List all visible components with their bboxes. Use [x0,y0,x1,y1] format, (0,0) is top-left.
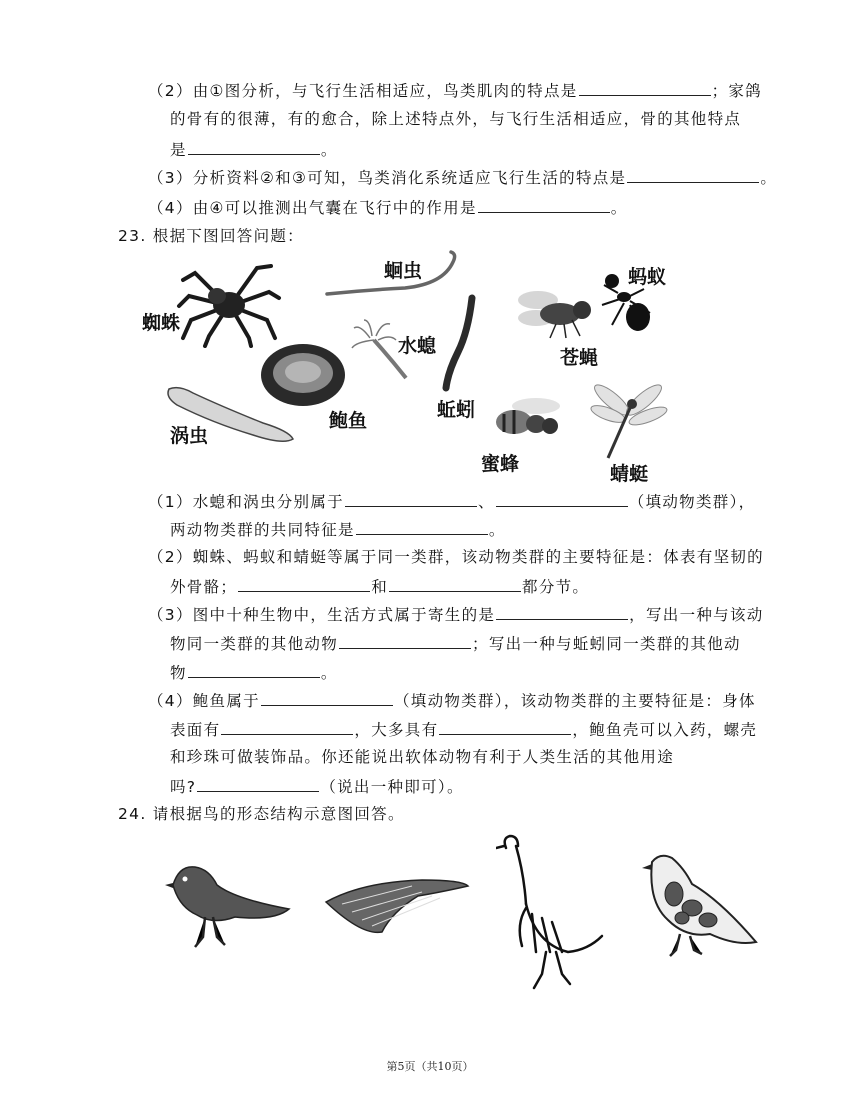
q23-part2-line1: （2）蜘蛛、蚂蚁和蜻蜓等属于同一类群，该动物类群的主要特征是：体表有坚韧的 [148,548,764,566]
q23-part1-line2: 两动物类群的共同特征是 。 [170,518,506,541]
q22-part2-line2: 的骨有的很薄，有的愈合，除上述特点外，与飞行生活相适应，骨的其他特点 [170,110,742,128]
q23-part4-line4: 吗? （说出一种即可）。 [170,775,464,798]
label-spider: 蜘蛛 [142,312,181,334]
label-earthworm: 蚯蚓 [437,399,476,421]
answer-blank[interactable] [221,718,353,735]
spider-illustration [175,258,285,348]
label-hydra: 水螅 [398,335,437,357]
q22-part2-line1: （2）由①图分析，与飞行生活相适应，鸟类肌肉的特点是 ；家鸽 [148,79,762,102]
answer-blank[interactable] [356,518,488,535]
q23-part3-line3: 物 。 [170,661,338,684]
q22-part4: （4）由④可以推测出气囊在飞行中的作用是 。 [148,196,628,219]
label-abalone: 鲍鱼 [329,410,368,432]
q23-part4-line2: 表面有 ，大多具有 ，鲍鱼壳可以入药，螺壳 [170,718,757,741]
answer-blank[interactable] [579,79,711,96]
answer-blank[interactable] [627,166,759,183]
label-planarian: 涡虫 [170,425,209,447]
fly-illustration [516,286,596,341]
q23-part4-line1: （4）鲍鱼属于 （填动物类群），该动物类群的主要特征是：身体 [148,689,756,712]
bird-exterior-illustration [165,855,295,950]
label-ant: 蚂蚁 [628,266,667,288]
q23-part4-line3: 和珍珠可做装饰品。你还能说出软体动物有利于人类生活的其他用途 [170,748,675,766]
answer-blank[interactable] [478,196,610,213]
label-dragonfly: 蜻蜓 [610,463,649,485]
answer-blank[interactable] [197,775,319,792]
bird-air-sac-illustration [640,850,760,960]
answer-blank[interactable] [261,689,393,706]
dragonfly-illustration [586,378,671,463]
answer-blank[interactable] [188,661,320,678]
page-footer: 第5页（共10页） [386,1060,474,1073]
earthworm-illustration [438,292,478,392]
answer-blank[interactable] [188,138,320,155]
answer-blank[interactable] [238,575,370,592]
q22-part3: （3）分析资料②和③可知，鸟类消化系统适应飞行生活的特点是 。 [148,166,777,189]
answer-blank[interactable] [439,718,571,735]
answer-blank[interactable] [339,632,471,649]
label-roundworm: 蛔虫 [384,260,423,282]
q24-title: 24. 请根据鸟的形态结构示意图回答。 [118,805,405,823]
q23-part3-line2: 物同一类群的其他动物 ；写出一种与蚯蚓同一类群的其他动 [170,632,741,655]
answer-blank[interactable] [496,603,628,620]
q22-part2-line3: 是 。 [170,138,338,161]
q23-part3-line1: （3）图中十种生物中，生活方式属于寄生的是 ，写出一种与该动 [148,603,764,626]
answer-blank[interactable] [345,490,477,507]
answer-blank[interactable] [496,490,628,507]
label-bee: 蜜蜂 [481,453,520,475]
q23-part1-line1: （1）水螅和涡虫分别属于 、 （填动物类群）， [148,490,755,513]
q23-part2-line2: 外骨骼； 和 都分节。 [170,575,589,598]
bird-wing-illustration [322,872,472,942]
q23-title: 23. 根据下图回答问题： [118,227,304,245]
bee-illustration [486,392,571,447]
bird-skeleton-illustration [496,834,608,990]
answer-blank[interactable] [389,575,521,592]
label-fly: 苍蝇 [560,347,599,369]
